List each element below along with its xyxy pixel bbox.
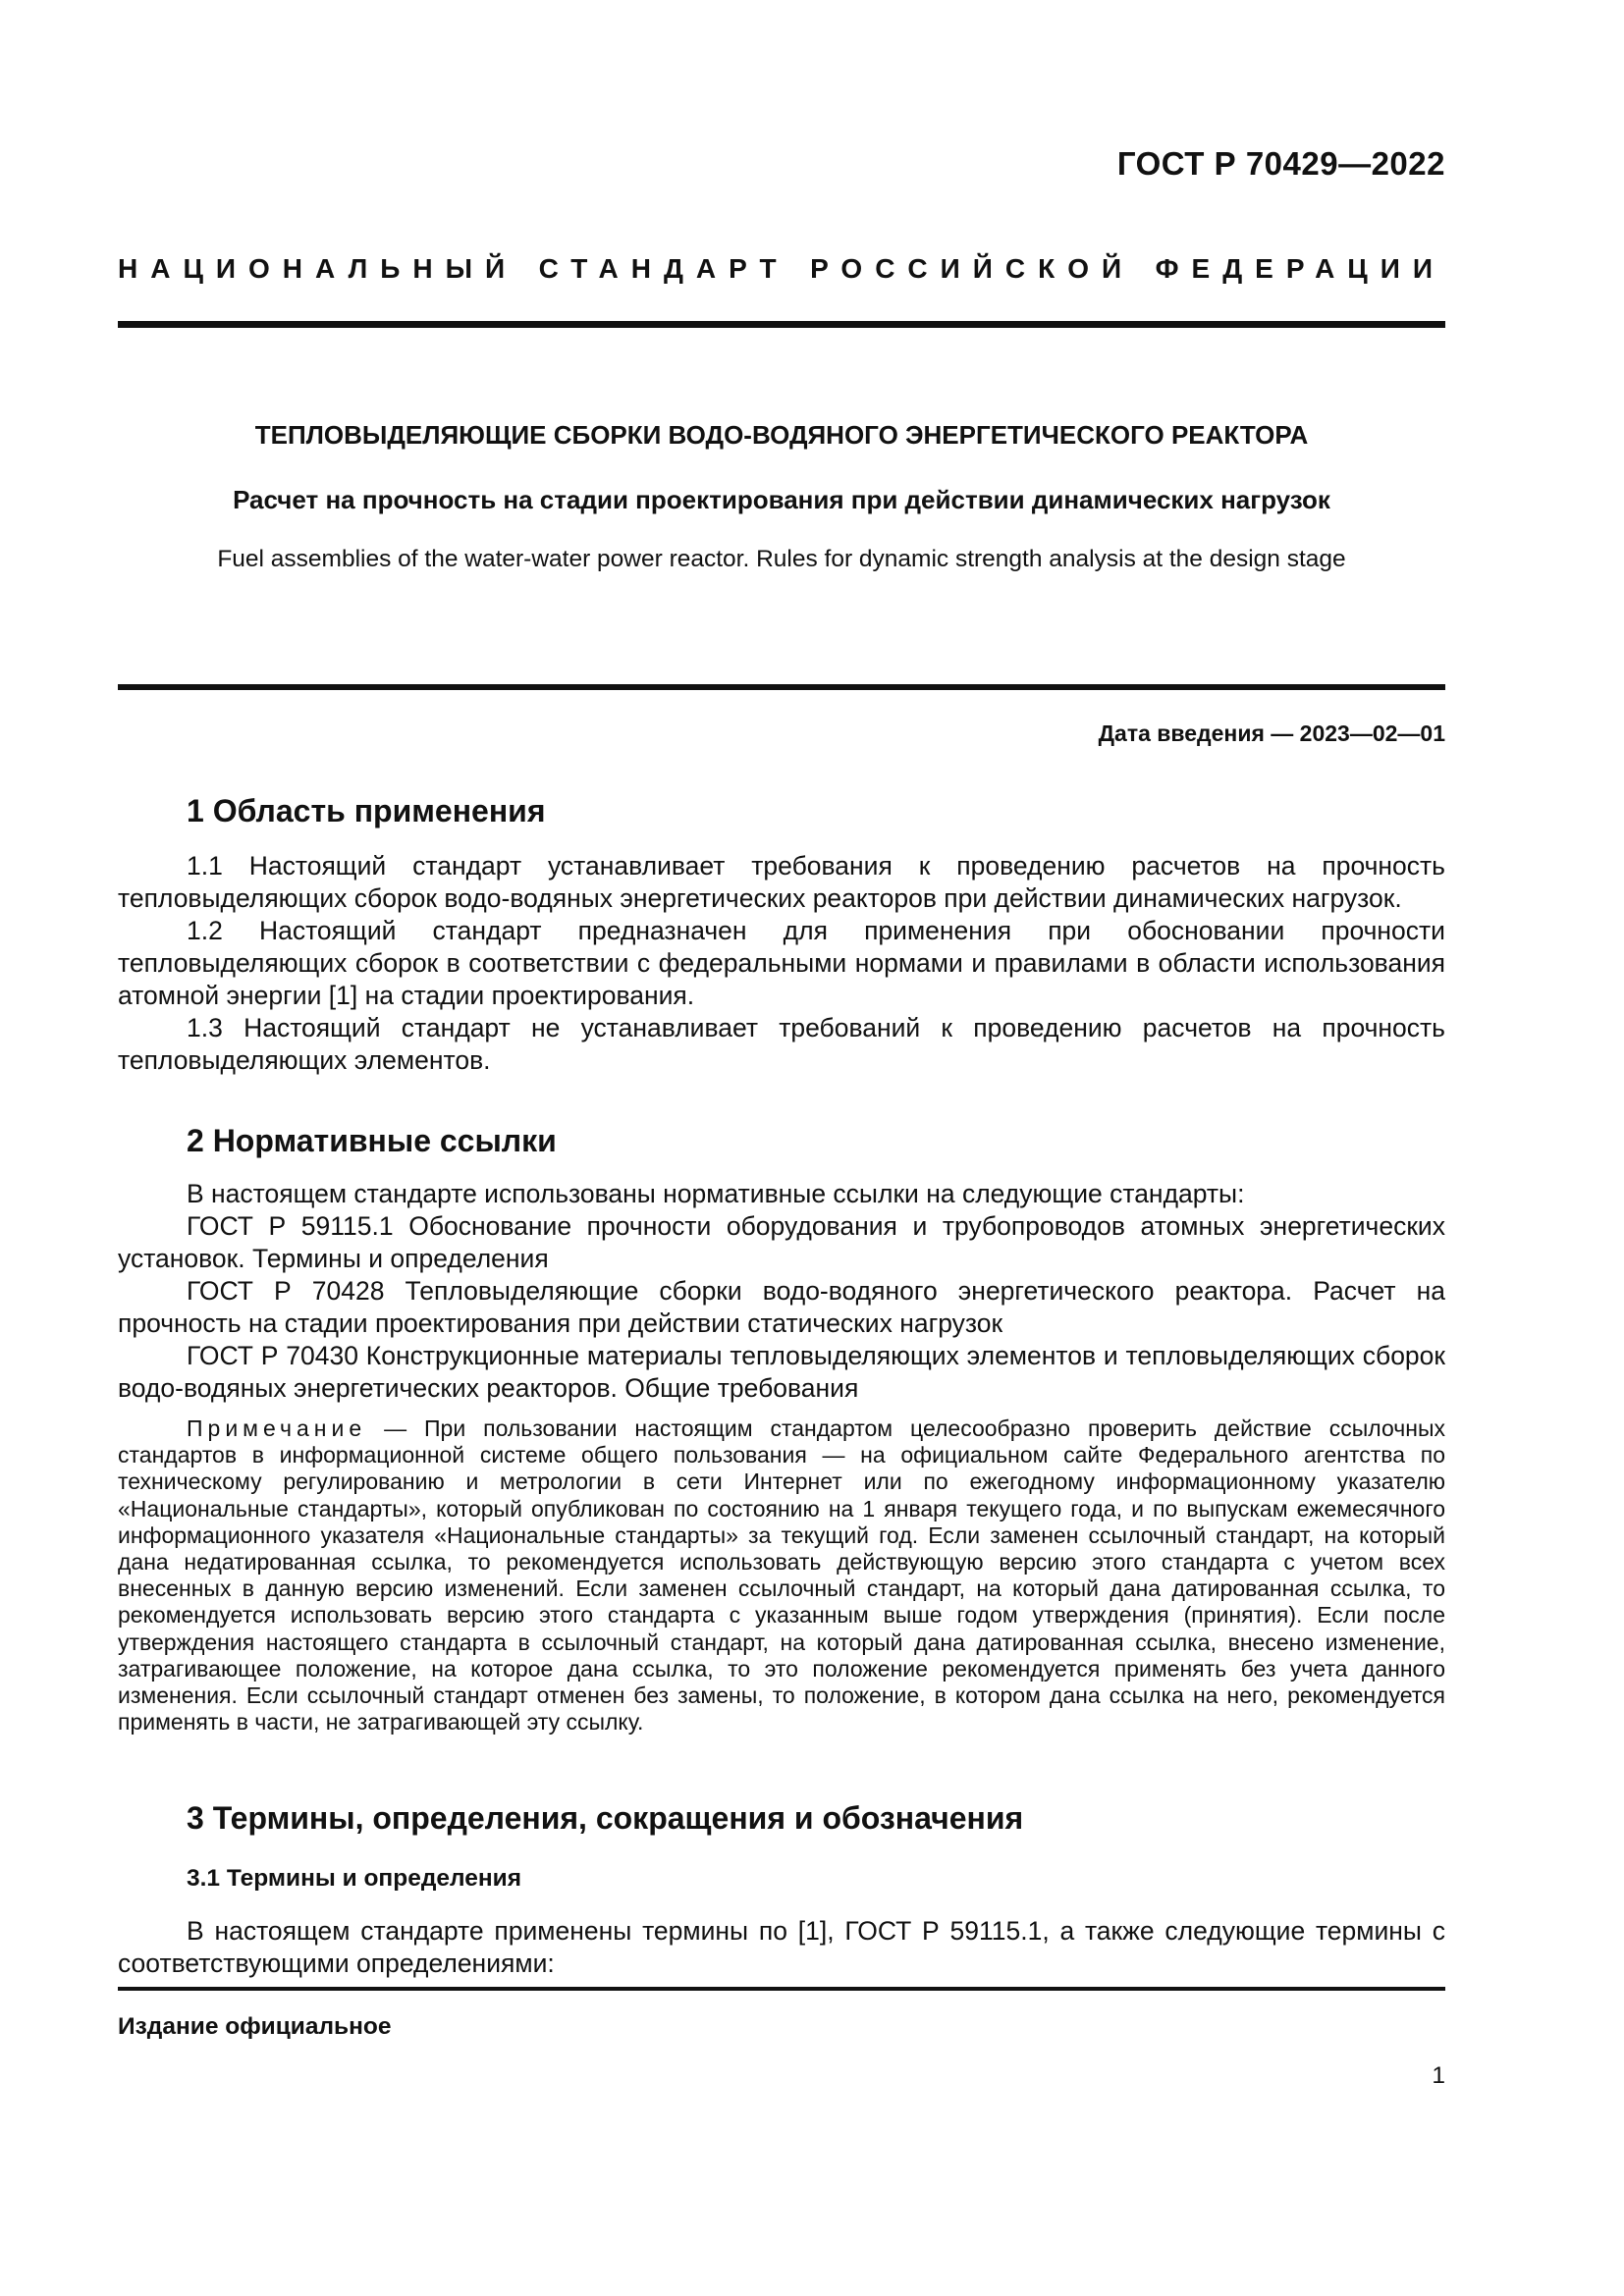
paragraph-1-1: 1.1 Настоящий стандарт устанавливает требования к проведению расчетов на прочность тепловыделяющих сборок водо-водяных энергетических реакторов при действии динамических нагрузок. <box>118 851 1445 913</box>
reference-item: ГОСТ Р 70428 Тепловыделяющие сборки водо-водяного энергетического реактора. Расчет на прочность на стадии проектирования при действии статических нагрузок <box>118 1276 1445 1338</box>
section-2-heading: 2 Нормативные ссылки <box>187 1123 557 1158</box>
footer-rule <box>118 1987 1445 1991</box>
introduction-date: Дата введения — 2023—02—01 <box>1098 721 1445 746</box>
section-1-heading: 1 Область применения <box>187 793 546 828</box>
section-3-heading: 3 Термины, определения, сокращения и обозначения <box>187 1800 1024 1836</box>
document-subtitle: Расчет на прочность на стадии проектирования при действии динамических нагрузок <box>233 485 1330 514</box>
references-intro: В настоящем стандарте использованы нормативные ссылки на следующие стандарты: <box>187 1179 1245 1208</box>
page-number: 1 <box>1432 2062 1445 2089</box>
paragraph-1-3: 1.3 Настоящий стандарт не устанавливает требований к проведению расчетов на прочность тепловыделяющих элементов. <box>118 1013 1445 1075</box>
edition-label: Издание официальное <box>118 2013 392 2040</box>
document-number: ГОСТ Р 70429—2022 <box>1116 145 1445 182</box>
paragraph-3-1: В настоящем стандарте применены термины по [1], ГОСТ Р 59115.1, а также следующие термины с соответствующими определениями: <box>118 1916 1445 1978</box>
document-title-english: Fuel assemblies of the water-water power reactor. Rules for dynamic strength analysis at the design stage <box>217 546 1346 572</box>
title-rule <box>118 684 1445 690</box>
subsection-3-1-heading: 3.1 Термины и определения <box>187 1865 522 1892</box>
references-note <box>118 1415 1445 1735</box>
reference-item: ГОСТ Р 59115.1 Обоснование прочности оборудования и трубопроводов атомных энергетических установок. Термины и определения <box>118 1211 1445 1273</box>
reference-item: ГОСТ Р 70430 Конструкционные материалы тепловыделяющих элементов и тепловыделяющих сборок водо-водяных энергетических реакторов. Общие требования <box>118 1341 1445 1403</box>
note-text: — При пользовании настоящим стандартом целесообразно проверить действие ссылочных стандартов в информационной системе общего пользования — на официальном сайте Федерального агентства по техническому регулированию и метрологии в сети Интернет или по ежегодному информационному указателю «Национальные стандарты», который опубликован по состоянию на 1 января текущего года, и по выпускам ежемесячного информационного указателя «Национальные стандарты» за текущий год. Если заменен ссылочный стандарт, на который дана недатированная ссылка, то рекомендуется использовать действующую версию этого стандарта с учетом всех внесенных в данную версию изменений. Если заменен ссылочный стандарт, на который дана датированная ссылка, то рекомендуется использовать версию этого стандарта с указанным выше годом утверждения (принятия). Если после утверждения настоящего стандарта в ссылочный стандарт, на который дана датированная ссылка, внесено изменение, затрагивающее положение, на которое дана ссылка, то это положение рекомендуется применять без учета данного изменения. Если ссылочный стандарт отменен без замены, то положение, в котором дана ссылка на него, рекомендуется применять в части, не затрагивающей эту ссылку. <box>118 1415 1445 1735</box>
header-rule <box>118 321 1445 328</box>
note-label: Примечание <box>187 1415 367 1441</box>
document-title: ТЕПЛОВЫДЕЛЯЮЩИЕ СБОРКИ ВОДО-ВОДЯНОГО ЭНЕРГЕТИЧЕСКОГО РЕАКТОРА <box>254 420 1309 450</box>
paragraph-1-2: 1.2 Настоящий стандарт предназначен для применения при обосновании прочности тепловыделяющих сборок в соответствии с федеральными нормами и правилами в области использования атомной энергии [1] на стадии проектирования. <box>118 916 1445 1010</box>
standard-banner: НАЦИОНАЛЬНЫЙ СТАНДАРТ РОССИЙСКОЙ ФЕДЕРАЦИИ <box>118 253 1445 284</box>
